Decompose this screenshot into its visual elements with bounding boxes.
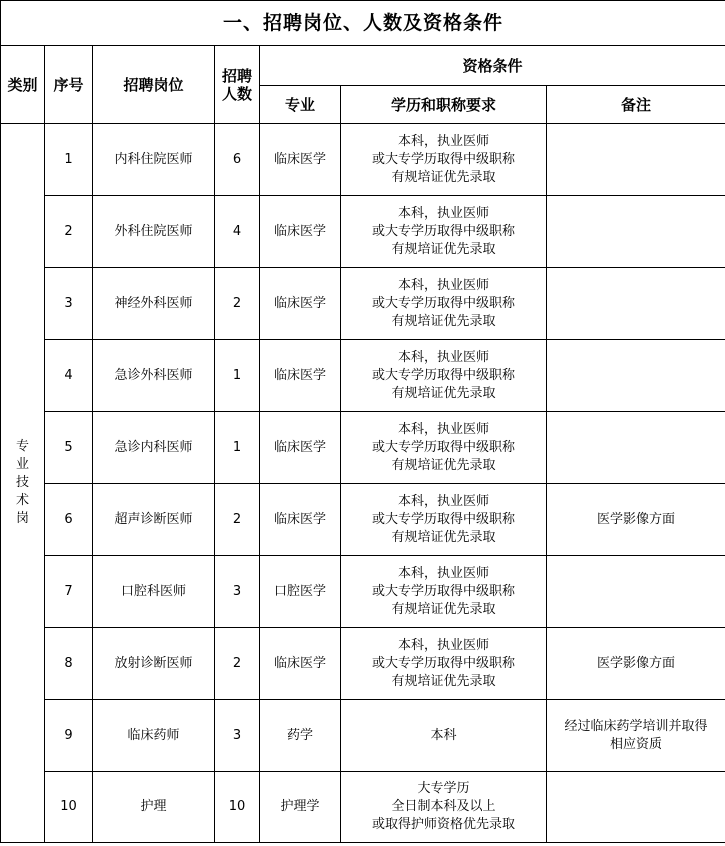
table-row — [1, 772, 725, 843]
major-cell: 临床医学 — [260, 124, 341, 196]
header-position: 招聘岗位 — [93, 46, 215, 124]
remark-cell: 医学影像方面 — [547, 484, 725, 556]
seq-cell: 4 — [45, 340, 93, 412]
category-cell: 专 业 技 术 岗 — [1, 124, 45, 843]
seq-cell: 1 — [45, 124, 93, 196]
education-cell: 本科，执业医师 或大专学历取得中级职称 有规培证优先录取 — [341, 556, 547, 628]
count-cell: 2 — [215, 484, 260, 556]
count-cell: 10 — [215, 772, 260, 843]
count-cell: 6 — [215, 124, 260, 196]
count-cell: 1 — [215, 412, 260, 484]
major-cell: 护理学 — [260, 772, 341, 843]
position-cell: 外科住院医师 — [93, 196, 215, 268]
table-row — [1, 124, 725, 196]
education-cell: 本科，执业医师 或大专学历取得中级职称 有规培证优先录取 — [341, 196, 547, 268]
table-row — [1, 196, 725, 268]
education-cell: 本科，执业医师 或大专学历取得中级职称 有规培证优先录取 — [341, 484, 547, 556]
table-row — [1, 340, 725, 412]
seq-cell: 6 — [45, 484, 93, 556]
header-category: 类别 — [1, 46, 45, 124]
remark-cell — [547, 124, 725, 196]
header-count: 招聘 人数 — [215, 46, 260, 124]
header-major: 专业 — [260, 86, 341, 124]
table-row — [1, 700, 725, 772]
count-cell: 4 — [215, 196, 260, 268]
count-cell: 3 — [215, 556, 260, 628]
education-cell: 本科，执业医师 或大专学历取得中级职称 有规培证优先录取 — [341, 412, 547, 484]
education-cell: 本科，执业医师 或大专学历取得中级职称 有规培证优先录取 — [341, 340, 547, 412]
major-cell: 临床医学 — [260, 628, 341, 700]
education-cell: 本科，执业医师 或大专学历取得中级职称 有规培证优先录取 — [341, 628, 547, 700]
count-cell: 3 — [215, 700, 260, 772]
seq-cell: 5 — [45, 412, 93, 484]
table-row — [1, 556, 725, 628]
seq-cell: 8 — [45, 628, 93, 700]
remark-cell — [547, 412, 725, 484]
position-cell: 护理 — [93, 772, 215, 843]
seq-cell: 2 — [45, 196, 93, 268]
table-row — [1, 484, 725, 556]
position-cell: 神经外科医师 — [93, 268, 215, 340]
table-body — [1, 124, 725, 843]
page-title: 一、招聘岗位、人数及资格条件 — [1, 1, 725, 46]
header-seq: 序号 — [45, 46, 93, 124]
major-cell: 临床医学 — [260, 484, 341, 556]
major-cell: 临床医学 — [260, 340, 341, 412]
major-cell: 口腔医学 — [260, 556, 341, 628]
major-cell: 临床医学 — [260, 268, 341, 340]
remark-cell — [547, 268, 725, 340]
position-cell: 口腔科医师 — [93, 556, 215, 628]
table-row — [1, 412, 725, 484]
position-cell: 内科住院医师 — [93, 124, 215, 196]
seq-cell: 9 — [45, 700, 93, 772]
seq-cell: 7 — [45, 556, 93, 628]
position-cell: 急诊外科医师 — [93, 340, 215, 412]
header-qualification: 资格条件 — [260, 46, 725, 86]
major-cell: 药学 — [260, 700, 341, 772]
count-cell: 1 — [215, 340, 260, 412]
remark-cell — [547, 556, 725, 628]
remark-cell: 医学影像方面 — [547, 628, 725, 700]
education-cell: 本科，执业医师 或大专学历取得中级职称 有规培证优先录取 — [341, 268, 547, 340]
count-cell: 2 — [215, 268, 260, 340]
position-cell: 临床药师 — [93, 700, 215, 772]
table-row — [1, 268, 725, 340]
seq-cell: 10 — [45, 772, 93, 843]
seq-cell: 3 — [45, 268, 93, 340]
position-cell: 超声诊断医师 — [93, 484, 215, 556]
table-row — [1, 628, 725, 700]
header-remark: 备注 — [547, 86, 725, 124]
remark-cell: 经过临床药学培训并取得 相应资质 — [547, 700, 725, 772]
remark-cell — [547, 196, 725, 268]
education-cell: 本科 — [341, 700, 547, 772]
education-cell: 大专学历 全日制本科及以上 或取得护师资格优先录取 — [341, 772, 547, 843]
major-cell: 临床医学 — [260, 412, 341, 484]
header-education: 学历和职称要求 — [341, 86, 547, 124]
remark-cell — [547, 340, 725, 412]
position-cell: 放射诊断医师 — [93, 628, 215, 700]
major-cell: 临床医学 — [260, 196, 341, 268]
position-cell: 急诊内科医师 — [93, 412, 215, 484]
education-cell: 本科，执业医师 或大专学历取得中级职称 有规培证优先录取 — [341, 124, 547, 196]
remark-cell — [547, 772, 725, 843]
count-cell: 2 — [215, 628, 260, 700]
